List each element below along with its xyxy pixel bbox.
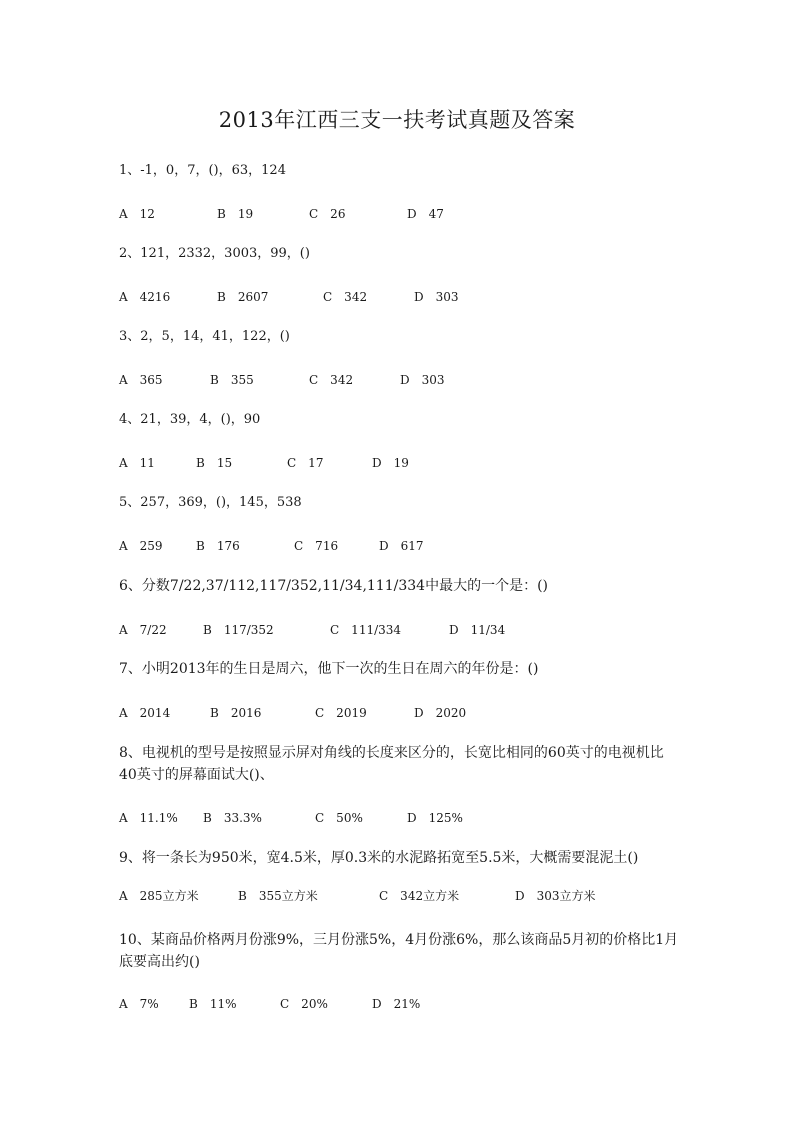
option-d: D 47: [407, 207, 444, 221]
option-b: B 355立方米: [238, 889, 318, 903]
question-8: 8、电视机的型号是按照显示屏对角线的长度来区分的，长宽比相同的60英寸的电视机比40英寸的屏幕面试大()、: [119, 745, 664, 783]
option-a: A 7/22: [119, 623, 167, 637]
option-d: D 21%: [372, 997, 421, 1011]
question-10: 10、某商品价格两月份涨9%，三月份涨5%，4月份涨6%，那么该商品5月初的价格比1月底要高出约(): [119, 932, 679, 970]
option-a: A 2014: [119, 706, 171, 720]
question-4-options: [0, 454, 794, 474]
question-5: 5、257，369，()，145，538: [119, 495, 302, 510]
option-b: B 2016: [210, 706, 262, 720]
option-d: D 2020: [414, 706, 467, 720]
option-c: C 17: [287, 456, 324, 470]
option-a: A 11.1%: [119, 811, 178, 825]
option-d: D 303: [414, 290, 459, 304]
question-6-options: [0, 621, 794, 641]
option-c: C 342: [323, 290, 368, 304]
option-c: C 50%: [315, 811, 363, 825]
option-b: B 2607: [217, 290, 269, 304]
option-c: C 26: [309, 207, 346, 221]
option-a: A 11: [119, 456, 155, 470]
option-a: A 7%: [119, 997, 159, 1011]
option-c: C 342立方米: [379, 889, 460, 903]
option-c: C 2019: [315, 706, 367, 720]
option-c: C 111/334: [330, 623, 402, 637]
option-d: D 303立方米: [515, 889, 596, 903]
option-a: A 259: [119, 539, 163, 553]
question-9: 9、将一条长为950米，宽4.5米，厚0.3米的水泥路拓宽至5.5米，大概需要混泥土(): [119, 850, 639, 866]
option-b: B 355: [210, 373, 254, 387]
option-d: D 125%: [407, 811, 463, 825]
question-7-options: [0, 704, 794, 724]
option-a: A 12: [119, 207, 155, 221]
question-10-options: [0, 995, 794, 1015]
option-b: B 11%: [189, 997, 237, 1011]
option-c: C 716: [294, 539, 339, 553]
option-c: C 20%: [280, 997, 328, 1011]
option-d: D 303: [400, 373, 445, 387]
option-b: B 117/352: [203, 623, 274, 637]
option-b: B 19: [217, 207, 254, 221]
option-d: D 11/34: [449, 623, 506, 637]
option-a: A 365: [119, 373, 163, 387]
question-2-options: [0, 288, 794, 308]
option-c: C 342: [309, 373, 354, 387]
option-b: B 15: [196, 456, 233, 470]
option-a: A 285立方米: [119, 889, 199, 903]
option-b: B 176: [196, 539, 240, 553]
question-1: 1、-1，0，7，()，63，124: [119, 163, 286, 178]
option-b: B 33.3%: [203, 811, 262, 825]
question-6: 6、分数7/22,37/112,117/352,11/34,111/334中最大的一个是：(): [119, 578, 548, 594]
option-d: D 617: [379, 539, 424, 553]
question-3-options: [0, 371, 794, 391]
question-1-options: [0, 205, 794, 225]
option-a: A 4216: [119, 290, 171, 304]
question-2: 2、121，2332，3003，99，(): [119, 246, 310, 261]
option-d: D 19: [372, 456, 409, 470]
question-3: 3、2，5，14，41，122，(): [119, 329, 290, 344]
document-title: 2013年江西三支一扶考试真题及答案: [218, 108, 576, 132]
question-4: 4、21，39，4，()，90: [119, 412, 261, 427]
question-7: 7、小明2013年的生日是周六，他下一次的生日在周六的年份是：(): [119, 661, 539, 677]
question-9-options: [0, 887, 794, 907]
question-5-options: [0, 537, 794, 557]
question-8-options: [0, 809, 794, 829]
